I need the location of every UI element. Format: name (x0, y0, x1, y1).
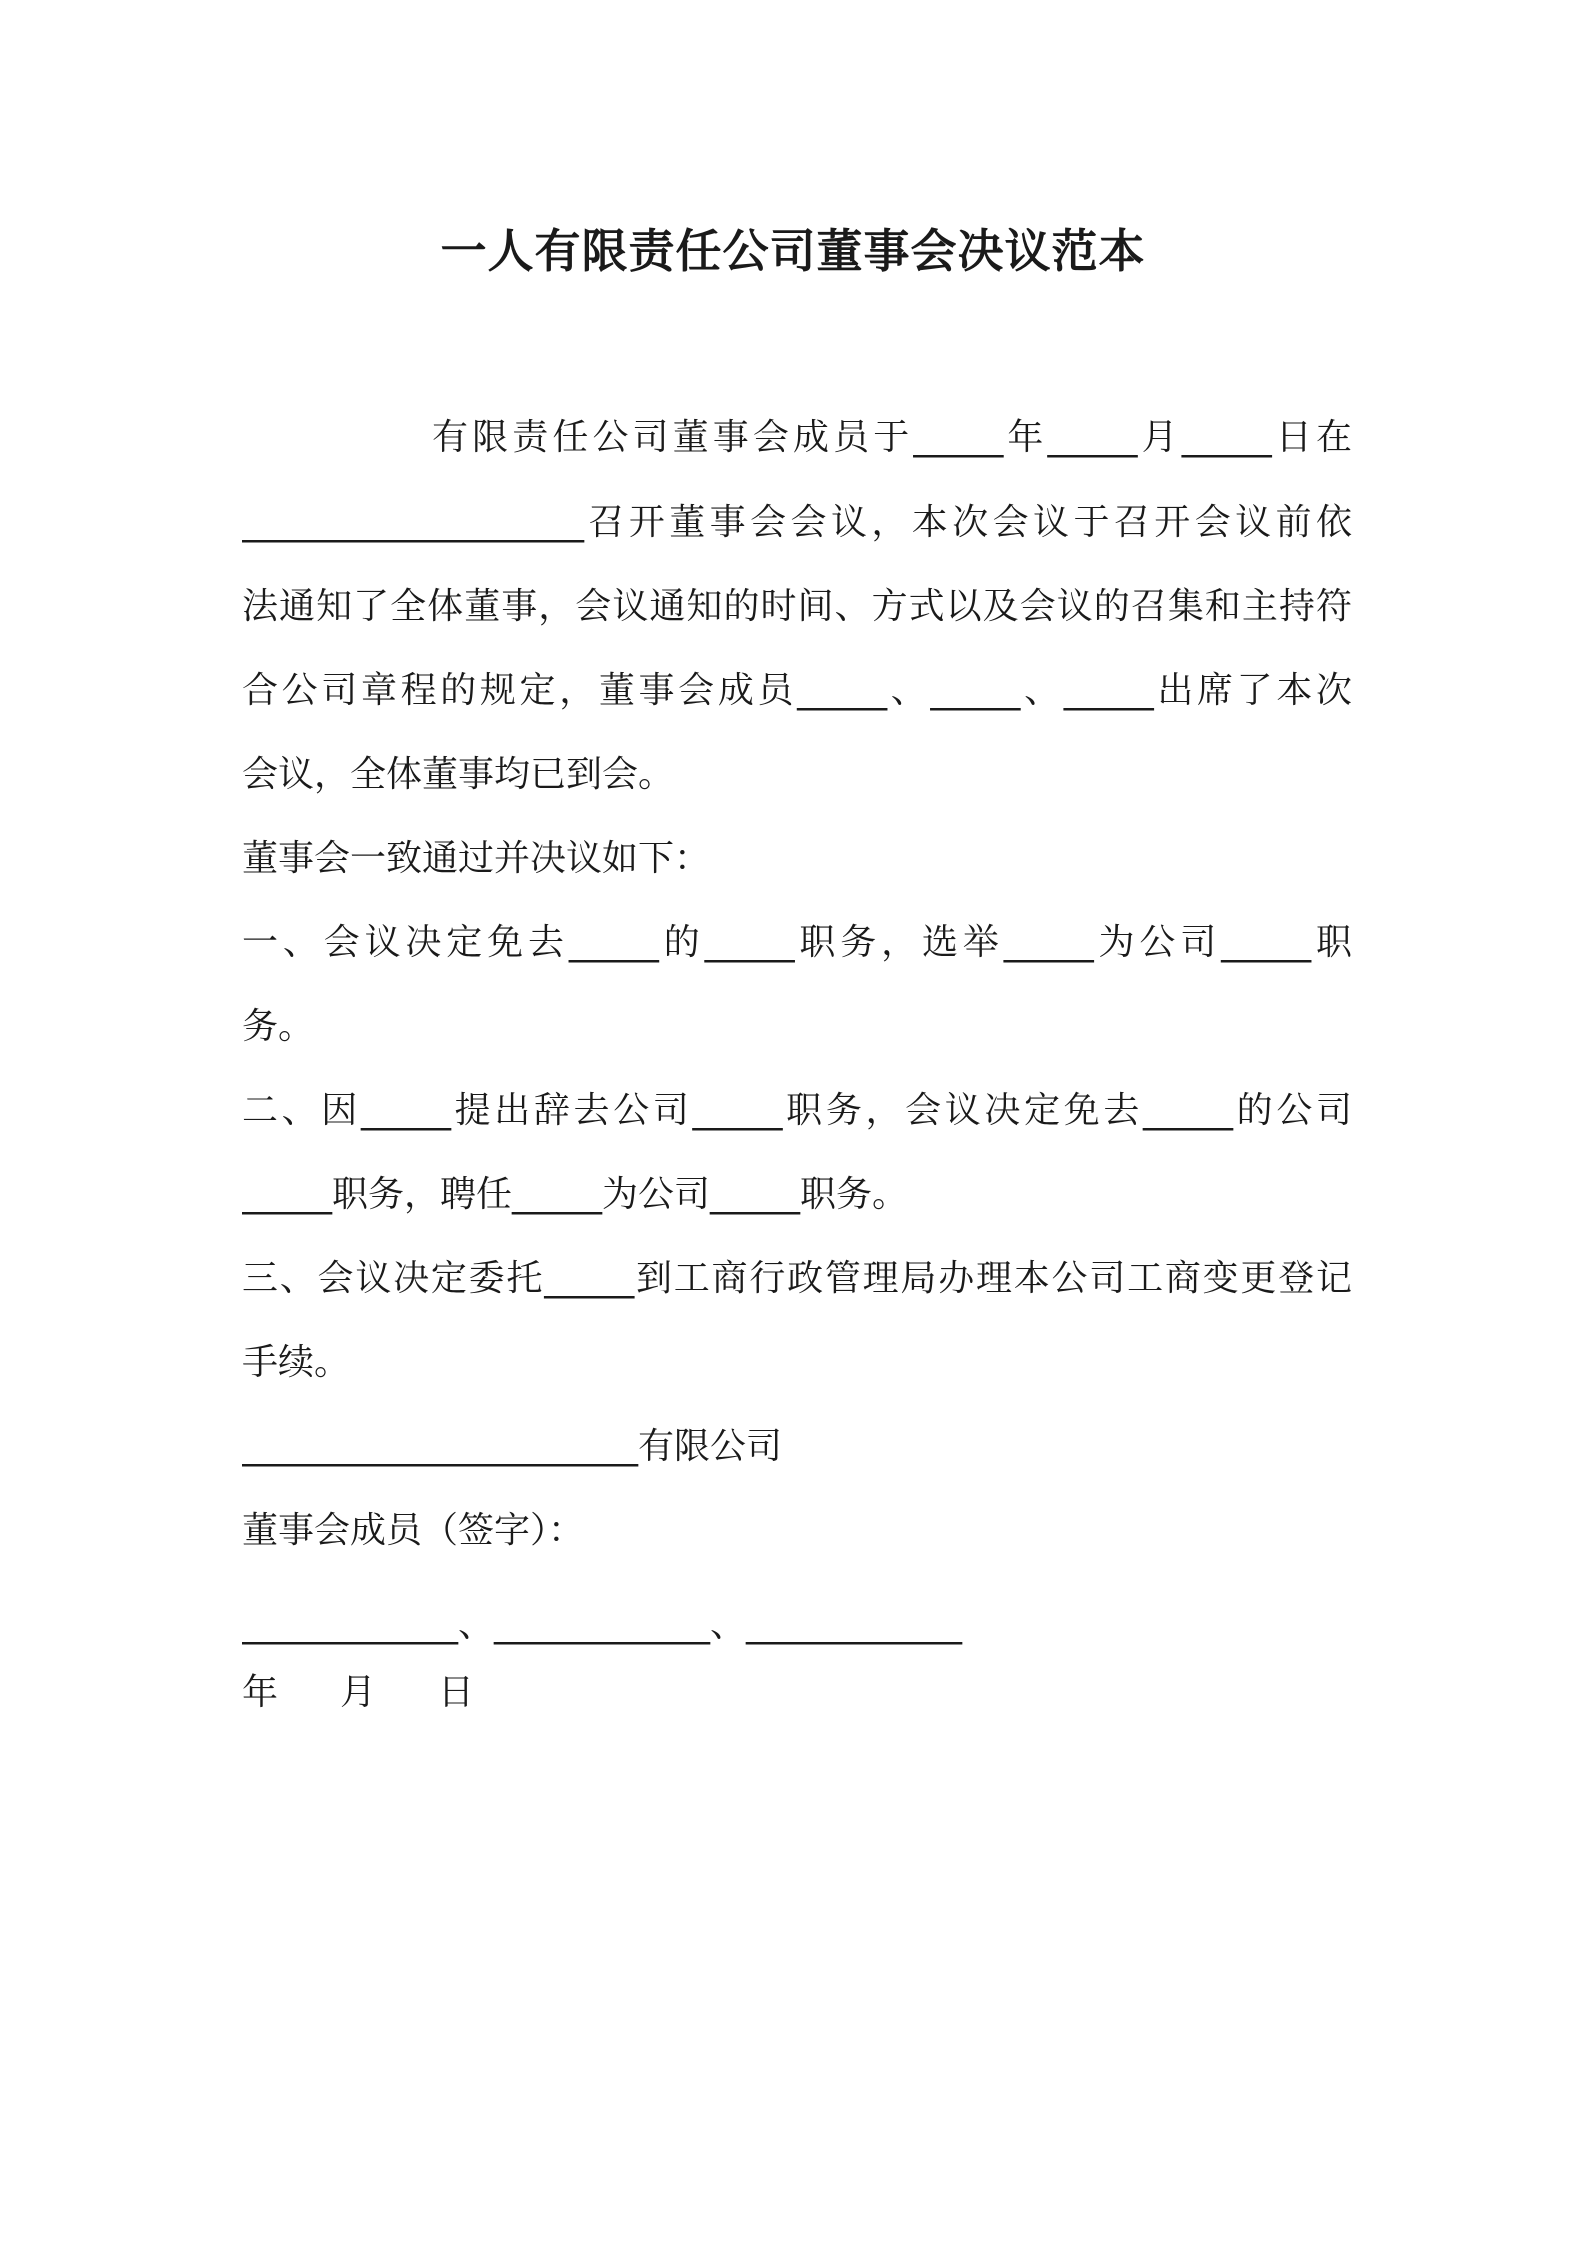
paragraph-line-3: 法通知了全体董事，会议通知的时间、方式以及会议的召集和主持符 (242, 586, 1352, 627)
resolution-item-3-line-1: 三、会议决定委托_____到工商行政管理局办理本公司工商变更登记 (242, 1258, 1352, 1299)
resolution-item-1-line-1: 一、会议决定免去_____的_____职务，选举_____为公司_____职 (242, 922, 1352, 963)
paragraph-line-1: 有限责任公司董事会成员于_____年_____月_____日在 (432, 417, 1352, 458)
date-year-label: 年 (242, 1672, 279, 1713)
resolution-item-3-line-2: 手续。 (242, 1342, 351, 1383)
date-month-label: 月 (340, 1672, 377, 1713)
date-row (242, 1668, 1352, 1718)
date-day-label: 日 (438, 1672, 475, 1713)
company-name-line: ______________________有限公司 (242, 1426, 783, 1467)
paragraph-line-2: ___________________召开董事会会议，本次会议于召开会议前依 (242, 502, 1352, 543)
paragraph-line-5: 会议，全体董事均已到会。 (242, 754, 675, 795)
resolution-item-2-line-1: 二、因_____提出辞去公司_____职务，会议决定免去_____的公司 (242, 1090, 1352, 1131)
paragraph-line-4: 合公司章程的规定，董事会成员_____、_____、_____出席了本次 (242, 670, 1352, 711)
resolution-item-1-line-2: 务。 (242, 1006, 315, 1047)
resolution-item-2-line-2: _____职务，聘任_____为公司_____职务。 (242, 1174, 909, 1215)
resolution-intro: 董事会一致通过并决议如下： (242, 838, 711, 879)
signature-blanks: ____________、____________、____________ (242, 1604, 962, 1645)
signature-label: 董事会成员（签字）： (242, 1510, 585, 1551)
document-title: 一人有限责任公司董事会决议范本 (440, 224, 1146, 278)
